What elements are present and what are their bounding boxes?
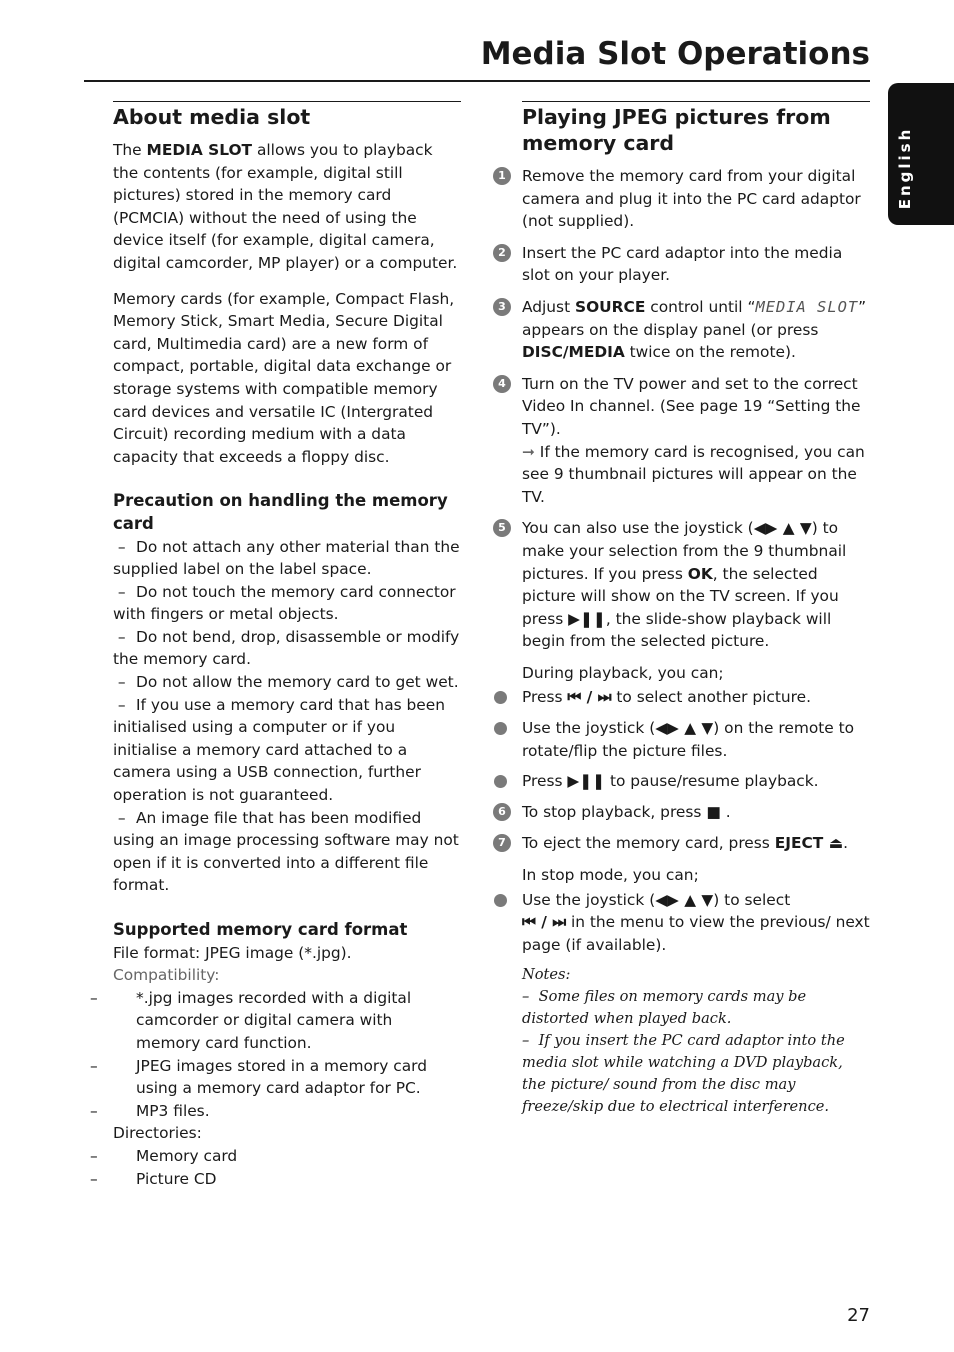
about-paragraph-2: Memory cards (for example, Compact Flash, Memory Stick, Smart Media, Secure Digital card, Multimedia card) are a new form of compact, portable, digital data exchange or storage systems with compatible memory card devices and versatile IC (Intergrated Circuit) recording medium with a data capacity that exceeds a floppy disc.: [113, 289, 455, 466]
play-pause-icon: ▶❚❚: [568, 609, 606, 628]
precaution-item: – Do not bend, drop, disassemble or modify the memory card.: [113, 627, 460, 669]
step-4: 4 Turn on the TV power and set to the correct Video In channel. (See page 19 “Setting the TV”). ➞ If the memory card is recognised, you can see 9 thumbnail pictures will appear on the TV.: [522, 373, 870, 509]
right-column: [498, 101, 870, 1118]
joystick-icon: ◀▶ ▲ ▼: [655, 719, 714, 738]
bullet-item: Press ▶❚❚ to pause/resume playback.: [522, 770, 870, 793]
step-number-icon: 3: [493, 298, 511, 316]
note-item: – If you insert the PC card adaptor into the media slot while watching a DVD playback, the picture/ sound from the disc may freeze/skip due to electrical interference.: [522, 1032, 845, 1116]
precaution-item: – An image file that has been modified using an image processing software may not open if it is converted into a different file format.: [113, 808, 459, 895]
directories-label: Directories:: [113, 1124, 202, 1143]
precaution-item: – If you use a memory card that has been initialised using a computer or if you initialise a memory card attached to a camera using a USB connection, further operation is not guaranteed.: [113, 695, 445, 805]
supported-heading: Supported memory card format: [113, 920, 408, 939]
lcd-display-text: MEDIA SLOT: [755, 297, 859, 316]
bullet-item: Use the joystick (◀▶ ▲ ▼) on the remote to rotate/flip the picture files.: [522, 717, 870, 762]
skip-icon: ⏮ / ⏭: [567, 688, 612, 707]
file-format: File format: JPEG image (*.jpg).: [113, 943, 352, 962]
stop-icon: ■: [706, 802, 721, 821]
step-3: 3 Adjust SOURCE control until “MEDIA SLOT” appears on the display panel (or press DISC/MEDIA twice on the remote).: [522, 296, 870, 364]
step-number-icon: 7: [493, 834, 511, 852]
joystick-icon: ◀▶ ▲ ▼: [655, 890, 714, 909]
step-number-icon: 2: [493, 244, 511, 262]
result-arrow-icon: ➞: [522, 442, 535, 461]
stop-mode-label: In stop mode, you can;: [522, 866, 699, 885]
title-rule: [84, 80, 870, 82]
compat-item: – MP3 files.: [90, 1101, 210, 1120]
precaution-item: – Do not allow the memory card to get wet.: [113, 673, 459, 692]
precaution-heading: Precaution on handling the memory card: [113, 491, 448, 533]
about-heading: About media slot: [113, 105, 311, 129]
playing-heading: Playing JPEG pictures from memory card: [522, 105, 831, 155]
note-item: – Some files on memory cards may be distorted when played back.: [522, 988, 807, 1028]
directory-item: – Memory card: [90, 1146, 238, 1165]
language-tab: [888, 83, 954, 225]
directory-item: – Picture CD: [90, 1169, 217, 1188]
compat-item: – JPEG images stored in a memory card using a memory card adaptor for PC.: [90, 1056, 427, 1098]
section-rule: [522, 101, 870, 102]
section-rule: [113, 101, 461, 102]
step-number-icon: 4: [493, 375, 511, 393]
eject-icon: ⏏: [823, 834, 844, 853]
during-playback-label: During playback, you can;: [522, 663, 724, 682]
precaution-list: [113, 536, 461, 898]
page-number: 27: [847, 1305, 870, 1326]
joystick-icon: ◀▶ ▲ ▼: [753, 519, 812, 538]
step-2: 2 Insert the PC card adaptor into the media slot on your player.: [522, 242, 870, 287]
step-6: 6 To stop playback, press ■ .: [522, 801, 870, 824]
step-number-icon: 1: [493, 167, 511, 185]
step-1: 1 Remove the memory card from your digital camera and plug it into the PC card adaptor (not supplied).: [522, 165, 870, 233]
step-number-icon: 5: [493, 519, 511, 537]
precaution-item: – Do not touch the memory card connector with fingers or metal objects.: [113, 582, 456, 624]
step-5: 5 You can also use the joystick (◀▶ ▲ ▼) to make your selection from the 9 thumbnail pictures. If you press OK, the selected picture will show on the TV screen. If you press ▶❚❚, the slide-show playback will begin from the selected picture.: [522, 517, 870, 653]
bullet-icon: [494, 775, 507, 788]
page-title: Media Slot Operations: [480, 36, 870, 72]
bullet-item: Use the joystick (◀▶ ▲ ▼) to select ⏮ / ⏭ in the menu to view the previous/ next page (if available).: [522, 889, 870, 957]
bullet-icon: [494, 722, 507, 735]
left-column: [90, 101, 461, 1190]
language-tab-label: English: [896, 126, 914, 210]
about-paragraph-1: The MEDIA SLOT allows you to playback the contents (for example, digital still pictures) stored in the memory card (PCMCIA) without the need of using the device itself (for example, digital camera, digital camcorder, MP player) or a computer.: [113, 141, 458, 272]
bullet-icon: [494, 894, 507, 907]
step-number-icon: 6: [493, 803, 511, 821]
precaution-item: – Do not attach any other material than the supplied label on the label space.: [113, 537, 460, 579]
compat-item: – *.jpg images recorded with a digital camcorder or digital camera with memory card function.: [90, 988, 412, 1052]
skip-icon: ⏮ / ⏭: [522, 913, 567, 932]
bullet-icon: [494, 691, 507, 704]
play-pause-icon: ▶❚❚: [567, 772, 606, 791]
bullet-item: Press ⏮ / ⏭ to select another picture.: [522, 686, 870, 709]
notes-label: Notes:: [522, 966, 571, 984]
step-7: 7 To eject the memory card, press EJECT ⏏.: [522, 832, 870, 855]
compatibility-label: Compatibility:: [113, 966, 220, 985]
